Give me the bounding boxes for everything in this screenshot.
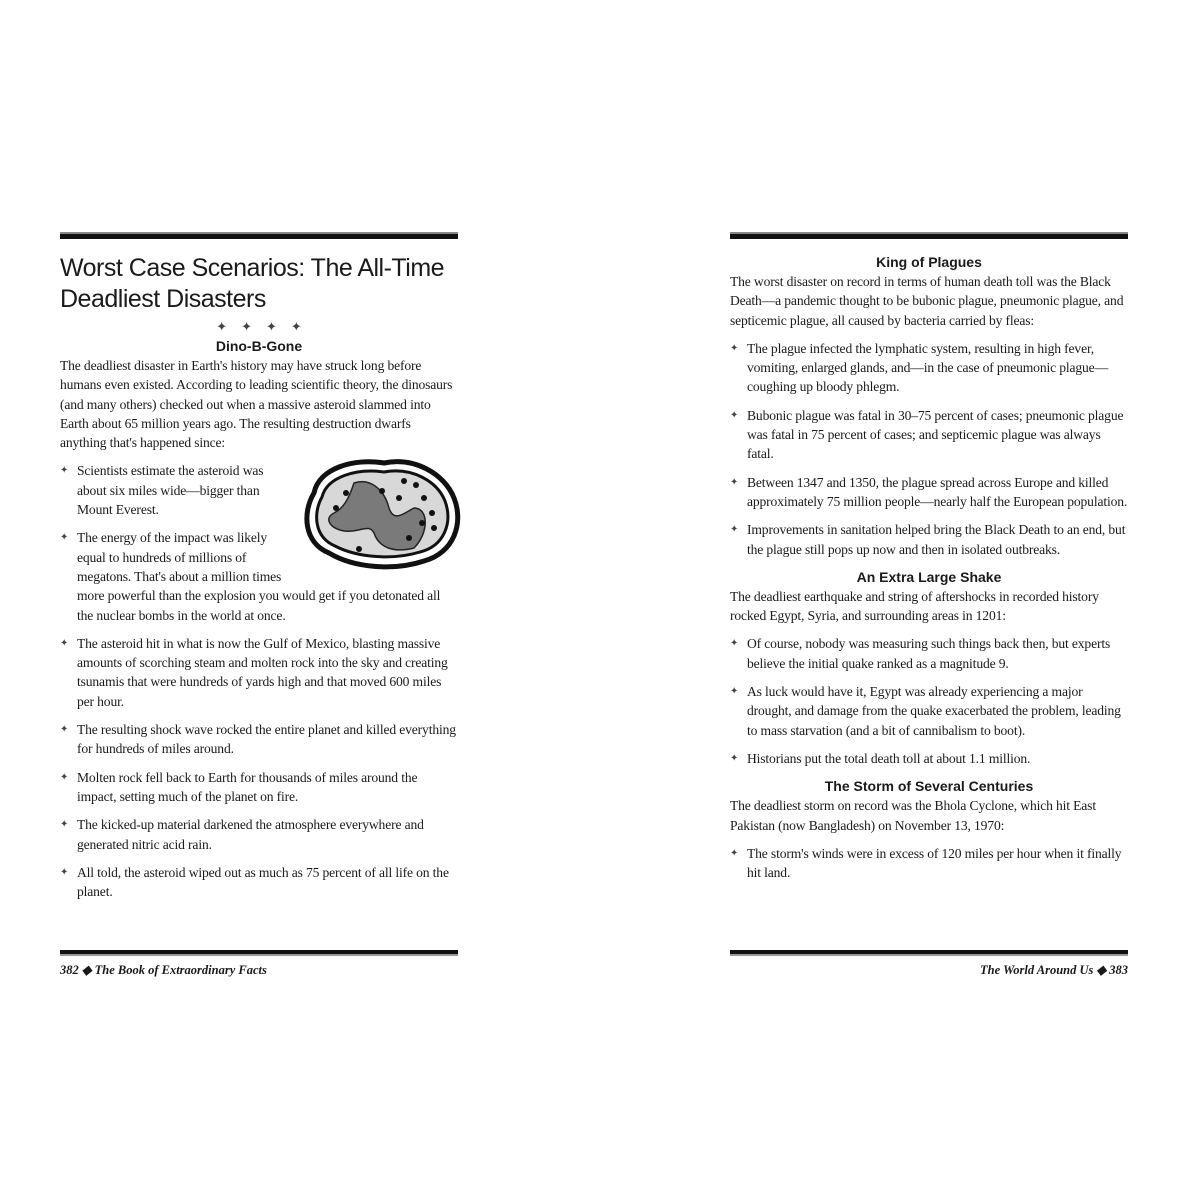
bullet-list <box>730 844 1128 883</box>
list-item: ✦ The asteroid hit in what is now the Gulf of Mexico, blasting massive amounts of scorching steam and molten rock into the sky and creating tsunamis that were hundreds of yards high and that moved 600 miles per hour. <box>60 635 448 709</box>
bullet-icon: ✦ <box>730 342 739 354</box>
bullet-icon: ✦ <box>60 532 69 544</box>
list-item: ✦ The energy of the impact was likely equal to hundreds of millions of megatons. That's about a million times more powerful than the explosion you would get if you detonated all the nuclear bombs in the world at once. <box>60 530 441 623</box>
list-item: ✦ Historians put the total death toll at about 1.1 million. <box>730 749 1128 768</box>
bullet-icon: ✦ <box>730 686 739 698</box>
page-footer: The World Around Us ◆ 383 <box>980 963 1128 977</box>
section-intro: The worst disaster on record in terms of human death toll was the Black Death—a pandemic thought to be bubonic plague, pneumonic plague, and septicemic plague, all caused by bacteria carried by fleas: <box>730 274 1124 328</box>
ornament-divider: ✦✦✦✦ <box>216 319 316 334</box>
list-item: ✦ Bubonic plague was fatal in 30–75 percent of cases; pneumonic plague was fatal in 75 percent of cases; and septicemic plague was always fatal. <box>730 407 1124 462</box>
right-page <box>730 232 1128 977</box>
page-footer: 382 ◆ The Book of Extraordinary Facts <box>60 963 267 977</box>
list-item: ✦ The plague infected the lymphatic system, resulting in high fever, vomiting, enlarged glands, and—in the case of pneumonic plague—coughing up bloody phlegm. <box>730 340 1109 395</box>
bullet-icon: ✦ <box>730 847 739 859</box>
bullet-icon: ✦ <box>730 638 739 650</box>
top-rule <box>730 232 1128 239</box>
list-item: ✦ Of course, nobody was measuring such things back then, but experts believe the initial quake ranked as a magnitude 9. <box>730 636 1111 671</box>
section-heading: An Extra Large Shake <box>856 568 1002 585</box>
section-intro: The deadliest disaster in Earth's history may have struck long before humans even existed. According to leading scientific theory, the dinosaurs (and many others) checked out when a massive asteroid slammed into Earth about 65 million years ago. The resulting destruction dwarfs anything that's happened since: <box>60 358 453 451</box>
bullet-list <box>730 634 1128 768</box>
top-rule <box>60 232 458 239</box>
left-page <box>60 232 458 977</box>
section-heading: The Storm of Several Centuries <box>824 778 1034 795</box>
bottom-rule <box>60 950 458 956</box>
list-item: ✦ Between 1347 and 1350, the plague spread across Europe and killed approximately 75 million people—nearly half the European population. <box>730 474 1128 509</box>
bullet-icon: ✦ <box>730 409 739 421</box>
bullet-icon: ✦ <box>60 866 69 878</box>
list-item: ✦ Molten rock fell back to Earth for thousands of miles around the impact, setting much of the planet on fire. <box>60 769 418 804</box>
list-item: ✦ The storm's winds were in excess of 120 miles per hour when it finally hit land. <box>730 845 1122 881</box>
list-item: ✦ Improvements in sanitation helped bring the Black Death to an end, but the plague still pops up now and then in isolated outbreaks. <box>730 522 1126 557</box>
list-item: ✦ All told, the asteroid wiped out as much as 75 percent of all life on the planet. <box>60 864 449 900</box>
section-heading: Dino-B-Gone <box>215 338 303 354</box>
bullet-list <box>60 461 458 901</box>
list-item: ✦ Scientists estimate the asteroid was about six miles wide—bigger than Mount Everest. <box>60 463 264 518</box>
bullet-icon: ✦ <box>730 476 739 488</box>
list-item: ✦ The resulting shock wave rocked the entire planet and killed everything for hundreds of miles around. <box>60 722 456 757</box>
list-item: ✦ As luck would have it, Egypt was already experiencing a major drought, and damage from the quake exacerbated the problem, leading to mass starvation (and a bit of cannibalism to boot). <box>730 684 1121 738</box>
bullet-icon: ✦ <box>730 524 739 536</box>
page-title: Worst Case Scenarios: The All-Time Deadliest Disasters <box>60 254 445 313</box>
section-intro: The deadliest storm on record was the Bhola Cyclone, which hit East Pakistan (now Bangladesh) on November 13, 1970: <box>730 798 1096 833</box>
bullet-list <box>730 339 1128 559</box>
bullet-icon: ✦ <box>60 637 69 649</box>
bullet-icon: ✦ <box>60 771 69 783</box>
bullet-icon: ✦ <box>60 724 69 736</box>
bottom-rule <box>730 950 1128 956</box>
bullet-icon: ✦ <box>60 819 69 831</box>
section-intro: The deadliest earthquake and string of aftershocks in recorded history rocked Egypt, Syria, and surrounding areas in 1201: <box>730 588 1099 624</box>
bullet-icon: ✦ <box>730 752 739 764</box>
list-item: ✦ The kicked-up material darkened the atmosphere everywhere and generated nitric acid rain. <box>60 817 424 852</box>
section-heading: King of Plagues <box>876 254 982 270</box>
bullet-icon: ✦ <box>60 465 69 477</box>
